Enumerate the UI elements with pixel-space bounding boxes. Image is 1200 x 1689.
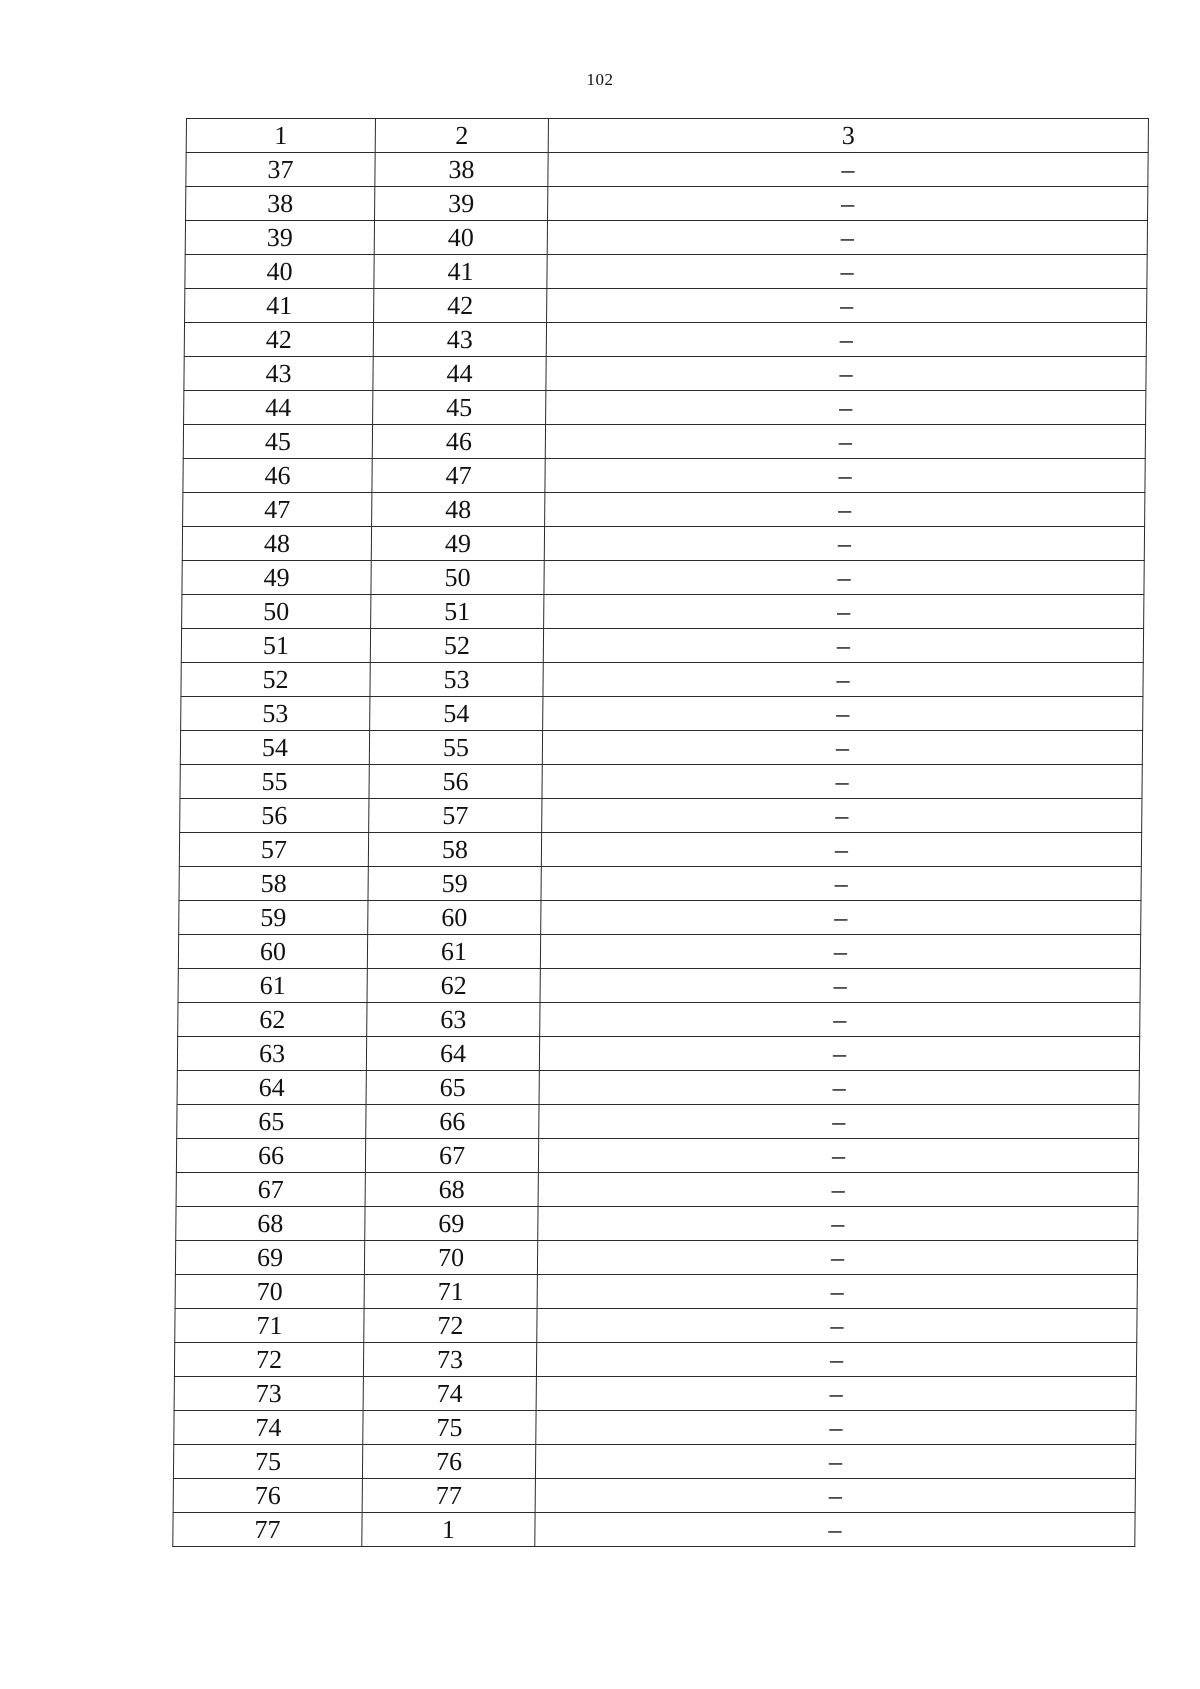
table-cell: – [539, 1105, 1139, 1139]
table-cell: 65 [366, 1071, 539, 1105]
table-cell: 62 [367, 969, 540, 1003]
table-cell: – [544, 527, 1144, 561]
table-cell: – [545, 425, 1145, 459]
table-cell: – [538, 1207, 1138, 1241]
table-row [186, 187, 1148, 221]
table-cell: 68 [176, 1207, 365, 1241]
table-row [183, 493, 1145, 527]
table-row [186, 153, 1148, 187]
table-cell: 65 [177, 1105, 366, 1139]
table-cell: 64 [366, 1037, 539, 1071]
table-cell: – [538, 1173, 1138, 1207]
table-cell: 63 [367, 1003, 540, 1037]
table-row [180, 731, 1142, 765]
table-cell: – [545, 493, 1145, 527]
table-cell: 45 [373, 391, 546, 425]
table-row [177, 1037, 1139, 1071]
table-cell: 62 [178, 1003, 367, 1037]
table-cell: 40 [374, 221, 547, 255]
table-row [178, 1003, 1140, 1037]
table-cell: – [547, 221, 1147, 255]
table-cell: 69 [365, 1207, 538, 1241]
table-cell: 73 [363, 1343, 536, 1377]
table-cell: – [541, 867, 1141, 901]
table-cell: 52 [181, 663, 370, 697]
table-header-row [186, 119, 1148, 153]
table-row [185, 221, 1147, 255]
table-cell: 59 [368, 867, 541, 901]
table-row [175, 1309, 1137, 1343]
table-cell: 53 [181, 697, 370, 731]
table-cell: – [540, 935, 1140, 969]
table-row [175, 1275, 1137, 1309]
table-cell: 64 [177, 1071, 366, 1105]
table-cell: – [547, 289, 1147, 323]
table-row [173, 1513, 1135, 1547]
table-cell: 58 [179, 867, 368, 901]
table-cell: 67 [176, 1173, 365, 1207]
table-cell: 46 [372, 425, 545, 459]
table-cell: 59 [179, 901, 368, 935]
table-cell: 48 [182, 527, 371, 561]
table-cell: 73 [174, 1377, 363, 1411]
table-row [182, 595, 1144, 629]
table-cell: – [545, 459, 1145, 493]
table-cell: 38 [375, 153, 548, 187]
table-cell: 66 [366, 1105, 539, 1139]
table-cell: – [546, 323, 1146, 357]
table-row [184, 323, 1146, 357]
table-cell: – [543, 629, 1143, 663]
table-cell: – [547, 255, 1147, 289]
table-cell: 41 [374, 255, 547, 289]
table-row [176, 1139, 1138, 1173]
table-cell: 44 [373, 357, 546, 391]
table-cell: 61 [367, 935, 540, 969]
table-cell: 54 [370, 697, 543, 731]
column-header: 1 [186, 119, 375, 153]
table-cell: – [540, 1003, 1140, 1037]
table-cell: 39 [375, 187, 548, 221]
table-row [178, 935, 1140, 969]
table-cell: 61 [178, 969, 367, 1003]
table-cell: 76 [173, 1479, 362, 1513]
table-cell: 44 [184, 391, 373, 425]
table-cell: 63 [177, 1037, 366, 1071]
table-cell: 58 [368, 833, 541, 867]
table-row [185, 289, 1147, 323]
table-row [185, 255, 1147, 289]
table-cell: 43 [184, 357, 373, 391]
table-cell: – [536, 1377, 1136, 1411]
table-row [184, 357, 1146, 391]
data-table [172, 118, 1149, 1547]
table-row [173, 1479, 1135, 1513]
table-cell: 54 [180, 731, 369, 765]
table-cell: 60 [178, 935, 367, 969]
table-row [177, 1105, 1139, 1139]
table-cell: 69 [175, 1241, 364, 1275]
table-cell: – [537, 1275, 1137, 1309]
table-cell: – [536, 1343, 1136, 1377]
table-row [175, 1241, 1137, 1275]
table-cell: – [541, 833, 1141, 867]
table-cell: 72 [364, 1309, 537, 1343]
table-cell: – [543, 663, 1143, 697]
table-row [184, 391, 1146, 425]
table-cell: – [546, 357, 1146, 391]
table-row [176, 1207, 1138, 1241]
table-row [177, 1071, 1139, 1105]
table-cell: 52 [370, 629, 543, 663]
table-row [179, 867, 1141, 901]
table-row [176, 1173, 1138, 1207]
table-cell: 57 [369, 799, 542, 833]
table-cell: 51 [181, 629, 370, 663]
table-cell: 50 [182, 595, 371, 629]
table-cell: 48 [372, 493, 545, 527]
table-cell: 46 [183, 459, 372, 493]
table-cell: – [542, 765, 1142, 799]
table-row [181, 697, 1143, 731]
table-cell: 37 [186, 153, 375, 187]
table-row [182, 561, 1144, 595]
table-cell: 75 [363, 1411, 536, 1445]
table-cell: 53 [370, 663, 543, 697]
table-cell: 70 [364, 1241, 537, 1275]
table-row [182, 527, 1144, 561]
table-cell: – [544, 561, 1144, 595]
table-cell: 45 [183, 425, 372, 459]
table-cell: 77 [173, 1513, 362, 1547]
table-cell: – [535, 1445, 1135, 1479]
table-cell: 55 [369, 731, 542, 765]
table-cell: 49 [182, 561, 371, 595]
table-cell: 77 [362, 1479, 535, 1513]
table-row [178, 969, 1140, 1003]
table-cell: 71 [175, 1309, 364, 1343]
column-header: 2 [375, 119, 548, 153]
table-row [173, 1445, 1135, 1479]
table-cell: – [540, 969, 1140, 1003]
table-body [173, 153, 1148, 1547]
table-cell: 76 [362, 1445, 535, 1479]
table-row [183, 459, 1145, 493]
table-row [174, 1411, 1136, 1445]
table-cell: 74 [363, 1377, 536, 1411]
table-cell: 74 [174, 1411, 363, 1445]
table-cell: – [548, 187, 1148, 221]
table-cell: 70 [175, 1275, 364, 1309]
table-cell: – [543, 697, 1143, 731]
table-cell: 71 [364, 1275, 537, 1309]
table-cell: 47 [183, 493, 372, 527]
table-row [179, 901, 1141, 935]
table-cell: 47 [372, 459, 545, 493]
table-row [174, 1377, 1136, 1411]
table-cell: 60 [368, 901, 541, 935]
table-row [183, 425, 1145, 459]
table-cell: 67 [365, 1139, 538, 1173]
table-cell: – [542, 731, 1142, 765]
table-cell: – [542, 799, 1142, 833]
table-cell: 1 [362, 1513, 535, 1547]
table-cell: 57 [179, 833, 368, 867]
table-row [180, 765, 1142, 799]
table-cell: – [536, 1411, 1136, 1445]
table-cell: – [535, 1479, 1135, 1513]
table-row [181, 629, 1143, 663]
table-cell: 66 [176, 1139, 365, 1173]
table-cell: 38 [186, 187, 375, 221]
table-cell: 68 [365, 1173, 538, 1207]
table-row [181, 663, 1143, 697]
table-cell: 72 [174, 1343, 363, 1377]
table-cell: 56 [369, 765, 542, 799]
table-cell: – [535, 1513, 1135, 1547]
table-cell: 56 [180, 799, 369, 833]
table-cell: 51 [371, 595, 544, 629]
table-cell: – [537, 1309, 1137, 1343]
table-cell: – [538, 1139, 1138, 1173]
table-cell: 43 [373, 323, 546, 357]
table-cell: – [539, 1071, 1139, 1105]
table-cell: 55 [180, 765, 369, 799]
table-cell: – [546, 391, 1146, 425]
table-cell: – [539, 1037, 1139, 1071]
table-row [179, 833, 1141, 867]
table-cell: – [541, 901, 1141, 935]
table-cell: 39 [185, 221, 374, 255]
column-header: 3 [548, 119, 1148, 153]
table-cell: – [544, 595, 1144, 629]
table-cell: – [548, 153, 1148, 187]
table-row [180, 799, 1142, 833]
table-cell: 75 [173, 1445, 362, 1479]
table-cell: 42 [374, 289, 547, 323]
table-cell: 40 [185, 255, 374, 289]
table-row [174, 1343, 1136, 1377]
page-number: 102 [586, 70, 614, 89]
table-cell: 50 [371, 561, 544, 595]
table-cell: – [537, 1241, 1137, 1275]
table-cell: 42 [184, 323, 373, 357]
table-cell: 41 [185, 289, 374, 323]
table-cell: 49 [371, 527, 544, 561]
